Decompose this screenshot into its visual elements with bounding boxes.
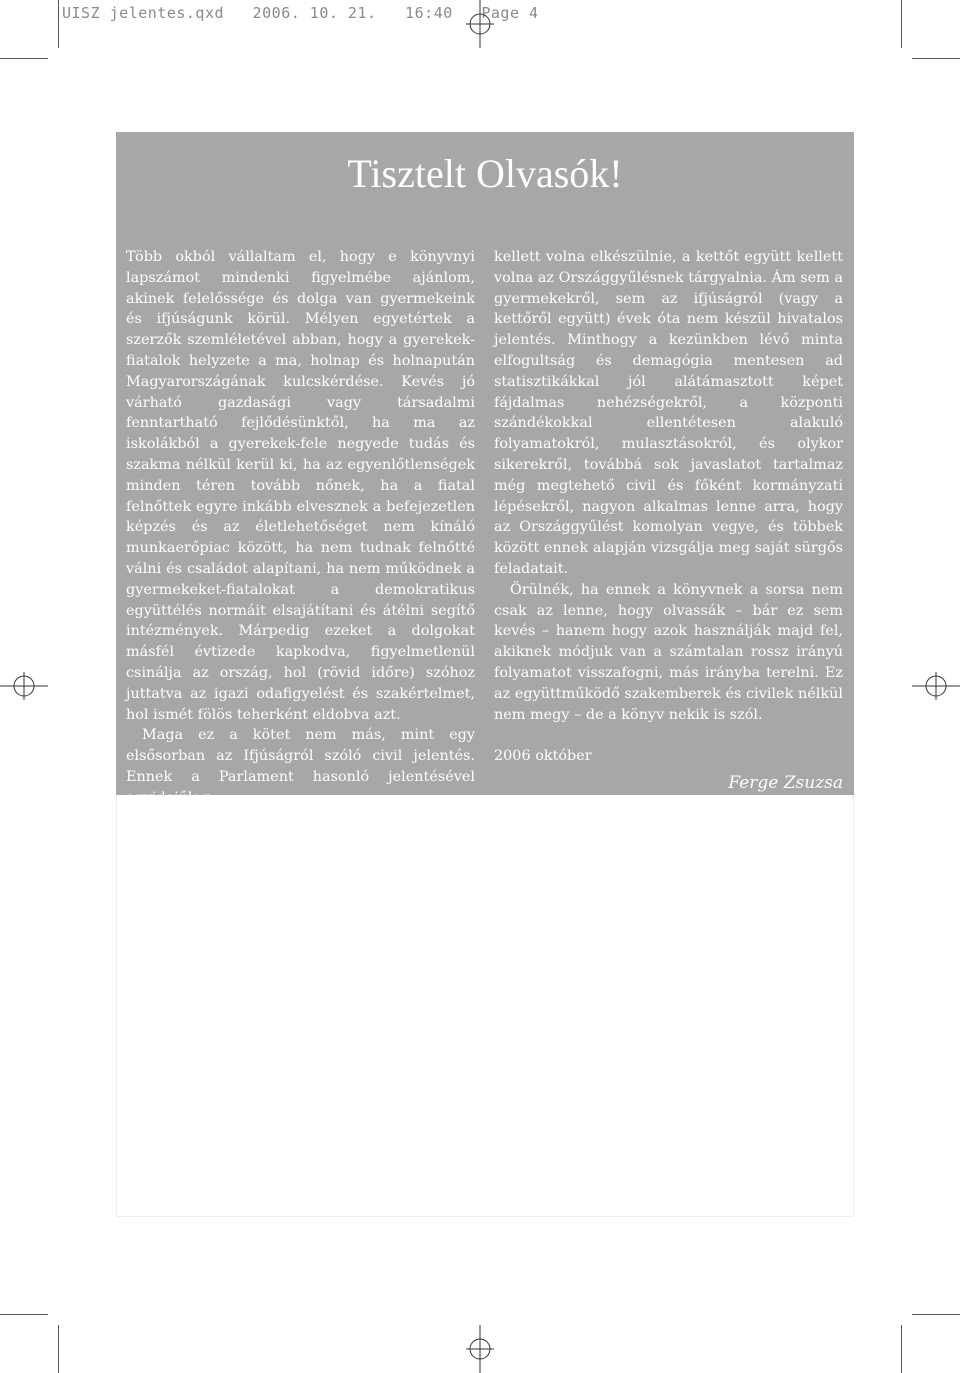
print-slug: UISZ jelentes.qxd 2006. 10. 21. 16:40 Page 4: [62, 4, 539, 22]
crop-mark-top-right-horizontal: [912, 58, 960, 59]
registration-mark-left-icon: [0, 666, 48, 706]
registration-mark-bottom-icon: [460, 1325, 500, 1373]
crop-mark-top-left-vertical: [58, 0, 59, 48]
author-signature: Ferge Zsuzsa: [728, 773, 843, 794]
crop-mark-top-left-horizontal: [0, 58, 48, 59]
foreword-panel: [116, 132, 854, 806]
left-paragraph-1: Több okból vállaltam el, hogy e könyvnyi lapszámot mindenki figyelmébe ajánlom, akinek felelőssége és dolga van gyermekeink és ifjúságunk körül. Mélyen egyetértek a szerzők szemléletével abban, hogy a gyerekek-fiatalok helyzete a ma, holnap és holnapután Magyarországának kulcskérdése. Kevés jó várható gazdasági vagy társadalmi fenntartható fejlődésünktől, ha ma az iskolákból a gyerekek-fele negyede tudás és szakma nélkül kerül ki, ha az egyenlőtlenségek minden téren tovább nőnek, ha a fiatal felnőttek egyre inkább elvesznek a befejezetlen képzés és az életlehetőséget nem kínáló munkaerőpiac között, ha nem tudnak felnőtté válni és családot alapítani, ha nem működnek a gyermekeket-fiatalokat a demokratikus együttélés normáit elsajátítani és átélni segítő intézmények. Márpedig ezeket a dolgokat másfél évtizede kapkodva, figyelmetlenül csinálja az ország, hol (rövid időre) szóhoz juttatva az igazi odafigyelést és szakértelmet, hol ismét fölös teherként eldobva azt.: [126, 249, 475, 723]
crop-mark-bottom-right-vertical: [901, 1325, 902, 1373]
left-paragraph-2: Maga ez a kötet nem más, mint egy elsősorban az Ifjúságról szóló civil jelentés. Ennek a Parlament hasonló jelentésével egyidejűleg: [126, 727, 475, 806]
registration-mark-top-icon: [460, 0, 500, 48]
crop-mark-top-right-vertical: [901, 0, 902, 48]
registration-mark-right-icon: [912, 666, 960, 706]
date-line: 2006 október: [494, 748, 592, 765]
right-paragraph-2: Örülnék, ha ennek a könyvnek a sorsa nem csak az lenne, hogy olvassák – bár ez sem kevés – hanem hogy azok használják majd fel, akiknek módjuk van a számtalan rossz irányú folyamatot visszafogni, más irányba terelni. Ez az együttműködő szakemberek és civilek nélkül nem megy – de a könyv nekik is szól.: [494, 581, 843, 723]
right-paragraph-1: kellett volna elkészülnie, a kettőt együtt kellett volna az Országgyűlésnek tárgyalnia. Ám sem a gyermekekről, sem az ifjúságról (vagy a kettőről együtt) évek óta nem készül hivatalos jelentés. Minthogy a kezünkben lévő minta elfogultság és demagógia mentesen ad statisztikákkal jól alátámasztott képet fájdalmas nehézségekről, a központi szándékokkal ellentétesen alakuló folyamatokról, mulasztásokról, és olykor sikerekről, továbbá sok javaslatot tartalmaz még megtehető civil és főként kormányzati lépésekről, nagyon alkalmas lenne arra, hogy az Országgyűlést komolyan vegye, és többek között ennek alapján vizsgálja meg saját sürgős feladatait.: [494, 249, 843, 577]
empty-lower-frame: [116, 795, 854, 1217]
page-title: Tisztelt Olvasók!: [347, 151, 623, 196]
right-column: [494, 247, 843, 794]
crop-mark-bottom-left-vertical: [58, 1325, 59, 1373]
left-column: [126, 247, 475, 809]
crop-mark-bottom-right-horizontal: [912, 1314, 960, 1315]
crop-mark-bottom-left-horizontal: [0, 1314, 48, 1315]
